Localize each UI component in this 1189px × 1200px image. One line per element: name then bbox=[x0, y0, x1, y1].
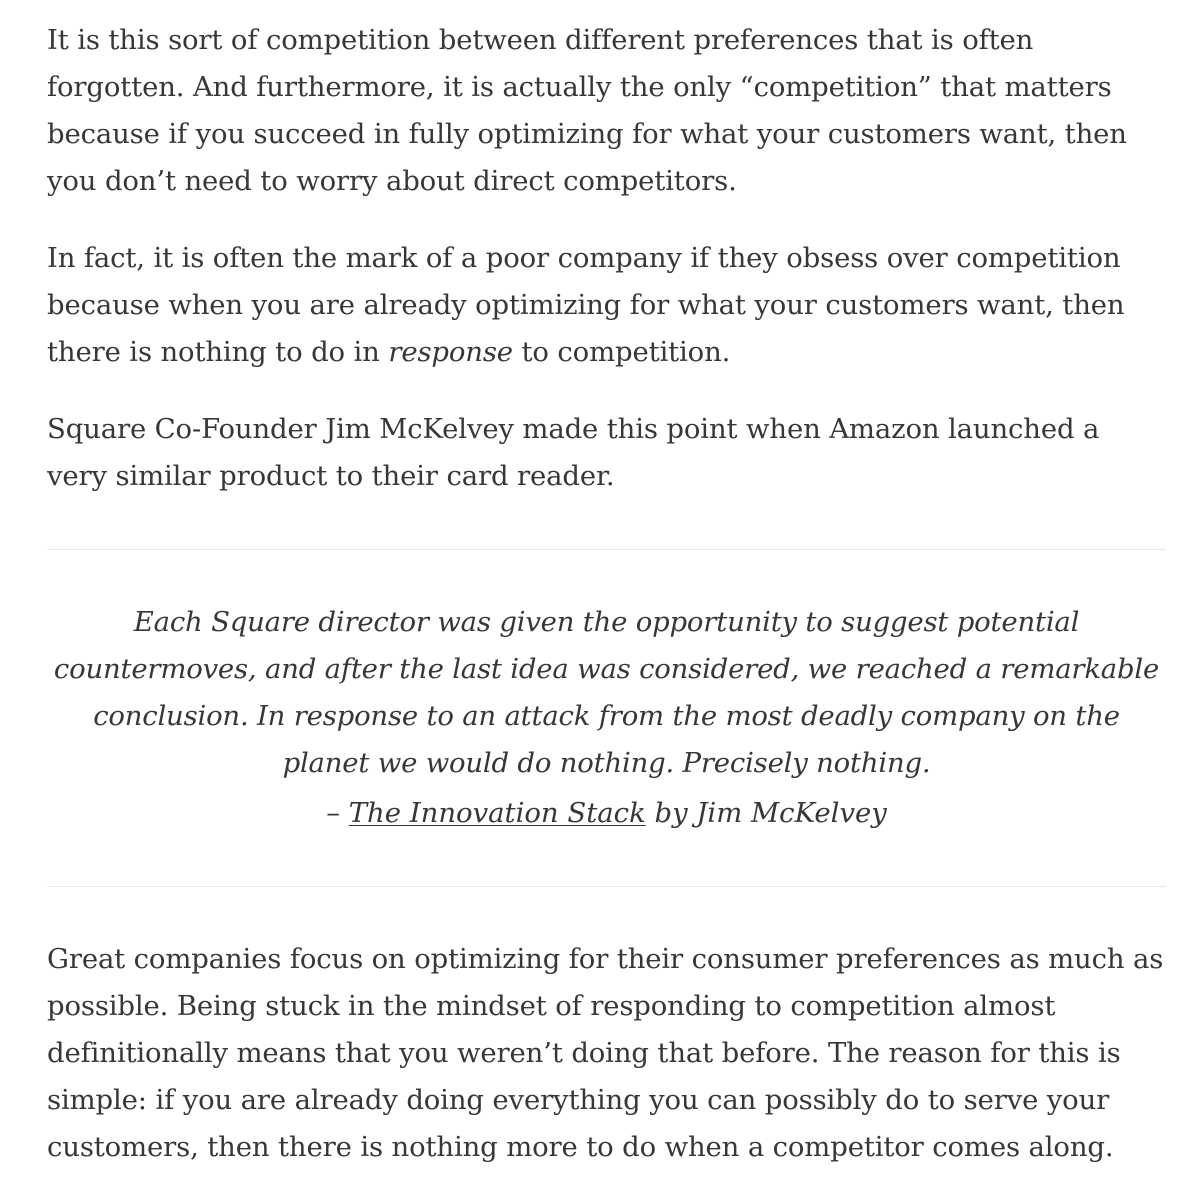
paragraph-poor-company bbox=[47, 235, 1165, 376]
citation-dash: – bbox=[326, 797, 349, 829]
book-title-link[interactable]: The Innovation Stack bbox=[348, 797, 646, 829]
paragraph-text: to competition. bbox=[512, 336, 731, 368]
quote-divider-top bbox=[47, 549, 1166, 550]
quote-divider-bottom bbox=[47, 886, 1166, 887]
citation-author: by Jim McKelvey bbox=[645, 797, 887, 829]
block-quote: Each Square director was given the opportunity to suggest potential countermoves, and after the last idea was considered, we reached a remarkable conclusion. In response to an attack from the most deadly company on the planet we would do nothing. Precisely nothing. bbox=[53, 606, 1160, 779]
paragraph-square-cofounder: Square Co-Founder Jim McKelvey made this point when Amazon launched a very similar product to their card reader. bbox=[47, 413, 1100, 492]
emphasis-response: response bbox=[388, 336, 513, 368]
paragraph-competition-preferences: It is this sort of competition between different preferences that is often forgotten. And furthermore, it is actually the only “competition” that matters because if you succeed in fully optimizing for what your customers want, then you don’t need to worry about direct competitors. bbox=[47, 24, 1127, 197]
paragraph-great-companies: Great companies focus on optimizing for their consumer preferences as much as possible. Being stuck in the mindset of responding to competition almost definitionally means that you weren’t doing that before. The reason for this is simple: if you are already doing everything you can possibly do to serve your customers, then there is nothing more to do when a competitor comes along. bbox=[47, 943, 1164, 1163]
quote-citation bbox=[47, 790, 1166, 837]
paragraph-text: In fact, it is often the mark of a poor company if they obsess over competition because when you are already optimizing for what your customers want, then there is nothing to do in bbox=[47, 242, 1125, 368]
